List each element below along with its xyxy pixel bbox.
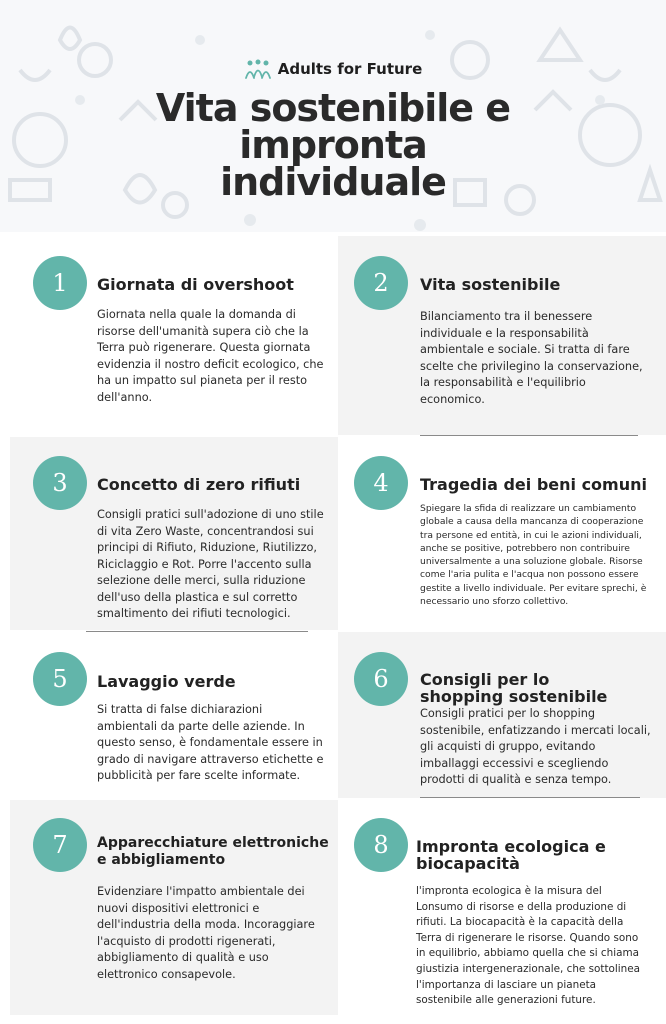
- step-number-badge: 7: [33, 818, 87, 872]
- brand-name: Adults for Future: [277, 60, 423, 78]
- step-number-badge: 2: [354, 256, 408, 310]
- card-title: Tragedia dei beni comuni: [420, 475, 647, 494]
- card-text: Consigli pratici sull'adozione di uno stile di vita Zero Waste, concentrandosi sui principi di Rifiuto, Riduzione, Riutilizzo, Riciclaggio e Rot. Porre l'accento sulla selezione delle merci, sulla riduzione dell'uso della plastica e sul corretto smaltimento dei rifiuti tecnologici.: [97, 508, 324, 620]
- divider: [420, 435, 638, 436]
- step-number-badge: 3: [33, 456, 87, 510]
- page-title: [0, 86, 666, 204]
- header-banner: [0, 0, 666, 232]
- card-text: Si tratta di false dichiarazioni ambientali da parte delle aziende. In questo senso, è fondamentale essere in grado di navigare attraverso etichette e pubblicità per fare scelte informate.: [97, 703, 324, 782]
- divider: [86, 631, 308, 632]
- card-title: Lavaggio verde: [97, 672, 236, 691]
- divider: [420, 797, 640, 798]
- step-number-badge: 8: [354, 818, 408, 872]
- title-line-2: impronta: [239, 123, 427, 167]
- people-icon: [244, 58, 272, 80]
- step-number-badge: 4: [354, 456, 408, 510]
- card-title: Concetto di zero rifiuti: [97, 475, 301, 494]
- card-text: Consigli pratici per lo shopping sostenibile, enfatizzando i mercati locali, gli acquisti di gruppo, evitando imballaggi eccessivi e scegliendo prodotti di qualità e senza tempo.: [420, 707, 651, 786]
- step-number-badge: 6: [354, 652, 408, 706]
- brand-logo: [0, 58, 666, 80]
- card-text: Bilanciamento tra il benessere individuale e la responsabilità ambientale e sociale. Si tratta di fare scelte che privilegino la conservazione, la responsabilità e l'equilibrio economico.: [420, 310, 643, 406]
- title-line-1: Vita sostenibile e: [155, 86, 511, 130]
- card-text: Spiegare la sfida di realizzare un cambiamento globale a causa della mancanza di cooperazione tra persone ed entità, in cui le azioni individuali, anche se positive, potrebbero non contribuire universalmente a una soluzione globale. Risorse come l'aria pulita e l'acqua non possono essere gestite a livello individuale. Per evitare sprechi, è necessario uno sforzo collettivo.: [420, 503, 647, 608]
- title-line-3: individuale: [220, 160, 446, 204]
- step-number-badge: 1: [33, 256, 87, 310]
- card-text: Giornata nella quale la domanda di risorse dell'umanità supera ciò che la Terra può rigenerare. Questa giornata evidenzia il nostro deficit ecologico, che ha un impatto sul pianeta per il resto dell'anno.: [97, 308, 324, 404]
- card-title: Consigli per lo shopping sostenibile: [420, 670, 608, 706]
- card-title: Impronta ecologica e biocapacità: [416, 837, 606, 873]
- step-number-badge: 5: [33, 652, 87, 706]
- card-text: Evidenziare l'impatto ambientale dei nuovi dispositivi elettronici e dell'industria della moda. Incoraggiare l'acquisto di prodotti rigenerati, abbigliamento di qualità e uso elettronico consapevole.: [97, 885, 315, 981]
- card-title: Giornata di overshoot: [97, 275, 294, 294]
- card-text: l'impronta ecologica è la misura del Lonsumo di risorse e della produzione di rifiuti. La biocapacità è la capacità della Terra di rigenerare le risorse. Quando sono in equilibrio, abbiamo quella che si chiama giustizia intergenerazionale, che sottolinea l'importanza di lasciare un pianeta sostenibile alle generazioni future.: [416, 885, 641, 1007]
- card-title: Apparecchiature elettroniche e abbigliamento: [97, 835, 329, 868]
- card-title: Vita sostenibile: [420, 275, 561, 294]
